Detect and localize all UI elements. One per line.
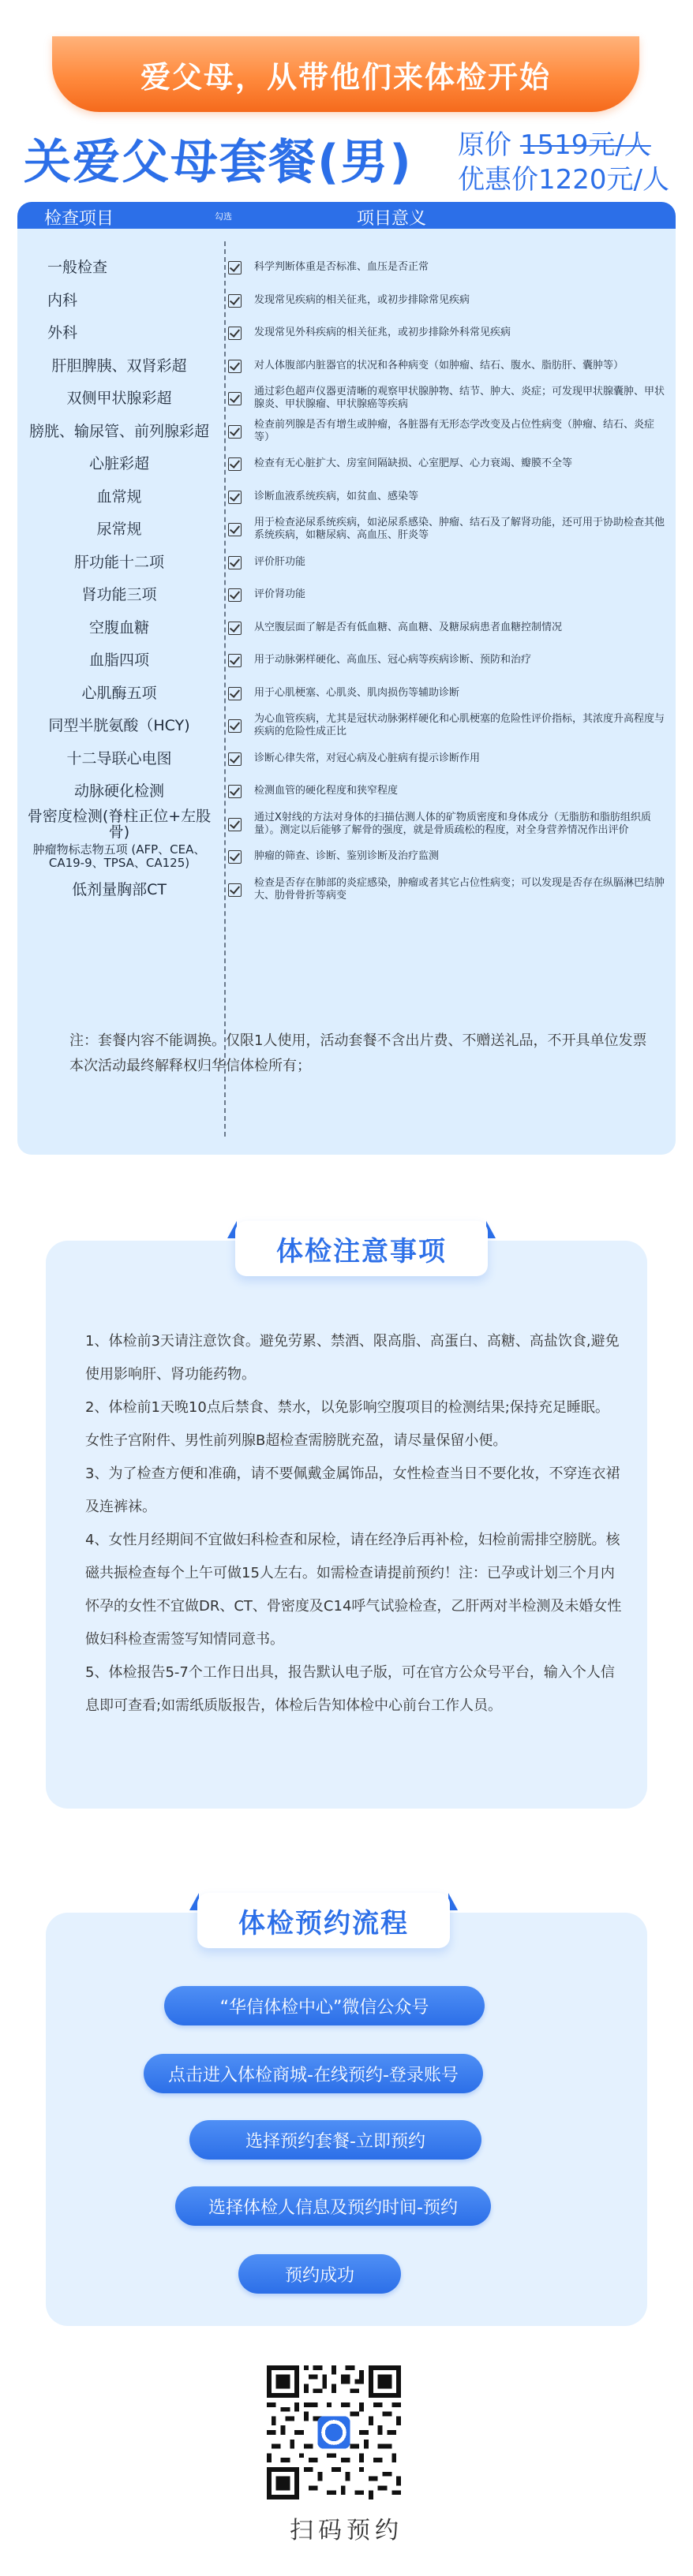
- row-item-meaning: 发现常见疾病的相关征兆，或初步排除常见疾病: [254, 293, 470, 306]
- row-item-name: 肿瘤物标志物五项 (AFP、CEA、CA19-9、TPSA、CA125): [32, 842, 206, 870]
- row-checkbox-icon[interactable]: [228, 523, 242, 536]
- original-price-value: 1519元/人: [519, 129, 651, 161]
- row-item-name: 尿常规: [96, 521, 142, 538]
- original-price-label: 原价: [458, 129, 511, 161]
- row-checkbox-icon[interactable]: [228, 360, 242, 373]
- header-item: 检查项目: [44, 209, 114, 229]
- notice-item: 1、体检前3天请注意饮食。避免劳累、禁酒、限高脂、高蛋白、高糖、高盐饮食,避免使用影响肝、肾功能药物。: [85, 1333, 620, 1383]
- price-box: [458, 128, 687, 197]
- table-header: [17, 202, 676, 229]
- row-checkbox-icon[interactable]: [228, 294, 242, 308]
- discount-price-line: [458, 162, 687, 197]
- row-item-name: 膀胱、输尿管、前列腺彩超: [28, 422, 209, 440]
- row-item-name: 血常规: [96, 487, 142, 506]
- row-checkbox-icon[interactable]: [228, 818, 242, 831]
- row-checkbox-icon[interactable]: [228, 850, 242, 864]
- notice-title: 体检注意事项: [235, 1221, 488, 1276]
- table-row: [17, 873, 676, 906]
- row-item-meaning: 对人体腹部内脏器官的状况和各种病变（如肿瘤、结石、腹水、脂肪肝、囊肿等）: [254, 359, 624, 371]
- row-item-meaning: 用于动脉粥样硬化、高血压、冠心病等疾病诊断、预防和治疗: [254, 654, 532, 666]
- row-item-name: 外科: [47, 324, 78, 342]
- table-row: [17, 316, 676, 349]
- table-row: [17, 415, 676, 448]
- row-item-name: 肝胆脾胰、双肾彩超: [51, 357, 187, 375]
- row-item-name: 一般检查: [47, 259, 108, 276]
- row-item-meaning: 为心血管疾病，尤其是冠状动脉粥样硬化和心肌梗塞的危险性评价指标，其浓度升高程度与疾病的危险性成正比: [254, 713, 665, 737]
- table-row: [17, 251, 676, 284]
- row-item-meaning: 检查是否存在肺部的炎症感染，肿瘤或者其它占位性病变；可以发现是否存在纵膈淋巴结肿大、肋骨骨折等病变: [254, 876, 665, 902]
- row-item-meaning: 检查有无心脏扩大、房室间隔缺损、心室肥厚、心力衰竭、瓣膜不全等: [254, 457, 573, 469]
- row-checkbox-icon[interactable]: [228, 556, 242, 569]
- table-row: [17, 677, 676, 710]
- flow-step-select-person[interactable]: 选择体检人信息及预约时间-预约: [175, 2186, 491, 2226]
- table-row: [17, 709, 676, 742]
- row-item-meaning: 用于检查泌尿系统疾病，如泌尿系感染、肿瘤、结石及了解肾功能，还可用于协助检查其他系统疾病，如糖尿病、高血压、肝炎等: [254, 517, 665, 541]
- row-item-name: 肝功能十二项: [73, 553, 164, 571]
- notice-item: 4、女性月经期间不宜做妇科检查和尿检，请在经净后再补检，妇检前需排空膀胱。核磁共振检查每个上午可做15人左右。如需检查请提前预约！注：已孕或计划三个月内怀孕的女性不宜做DR、CT、骨密度及C14呼气试验检查，乙肝两对半检测及未婚女性做妇科检查需签写知情同意书。: [85, 1532, 622, 1648]
- row-checkbox-icon[interactable]: [228, 752, 242, 766]
- row-item-meaning: 通过X射线的方法对身体的扫描估测人体的矿物质密度和身体成分（无脂肪和脂肪组织质量）。测定以后能够了解骨的强度，就是骨质疏松的程度，对全身营养情况作出评价: [254, 811, 651, 836]
- qr-caption: 扫码预约: [290, 2517, 403, 2544]
- original-price-line: [458, 128, 687, 162]
- header-check: 勾选: [215, 211, 232, 222]
- table-row: [17, 447, 676, 480]
- package-items-table: [17, 202, 676, 1155]
- table-row: [17, 382, 676, 415]
- notice-item: 5、体检报告5-7个工作日出具，报告默认电子版，可在官方公众号平台，输入个人信息即可查看;如需纸质版报告，体检后告知体检中心前台工作人员。: [85, 1664, 615, 1714]
- row-item-meaning: 评价肝功能: [254, 555, 306, 568]
- row-item-name: 内科: [47, 291, 78, 309]
- table-row: [17, 349, 676, 383]
- row-item-name: 低剂量胸部CT: [72, 880, 167, 898]
- flow-title-wrap: [189, 1893, 458, 1956]
- row-item-meaning: 发现常见外科疾病的相关征兆，或初步排除外科常见疾病: [254, 327, 511, 338]
- row-item-name: 肾功能三项: [81, 586, 157, 603]
- banner-text: 爱父母，从带他们来体检开始: [140, 59, 551, 95]
- row-checkbox-icon[interactable]: [228, 785, 242, 798]
- row-item-meaning: 从空腹层面了解是否有低血糖、高血糖、及糖尿病患者血糖控制情况: [254, 621, 563, 633]
- table-row: [17, 480, 676, 513]
- row-item-meaning: 肿瘤的筛查、诊断、鉴别诊断及治疗监测: [254, 850, 440, 862]
- table-row: [17, 775, 676, 808]
- row-item-name: 同型半胱氨酸（HCY): [48, 717, 190, 734]
- row-checkbox-icon[interactable]: [228, 491, 242, 504]
- row-checkbox-icon[interactable]: [228, 622, 242, 635]
- discount-price-value: 1220元/人: [538, 164, 669, 196]
- table-row: [17, 284, 676, 317]
- row-checkbox-icon[interactable]: [228, 719, 242, 733]
- row-item-meaning: 诊断心律失常，对冠心病及心脏病有提示诊断作用: [254, 752, 481, 764]
- row-item-meaning: 诊断血液系统疾病，如贫血、感染等: [254, 490, 419, 502]
- row-checkbox-icon[interactable]: [228, 654, 242, 667]
- row-checkbox-icon[interactable]: [228, 687, 242, 700]
- table-row: [17, 578, 676, 611]
- row-item-meaning: 通过彩色超声仪器更清晰的观察甲状腺肿物、结节、肿大、炎症；可发现甲状腺囊肿、甲状腺炎、甲状腺瘤、甲状腺癌等疾病: [254, 386, 665, 410]
- row-item-meaning: 检查前列腺是否有增生或肿瘤，各脏器有无形态学改变及占位性病变（肿瘤、结石、炎症等）: [254, 418, 655, 443]
- table-row: [17, 742, 676, 775]
- row-item-meaning: 检测血管的硬化程度和狭窄程度: [254, 785, 399, 797]
- row-item-name: 心肌酶五项: [81, 684, 157, 702]
- notice-title-wrap: [227, 1221, 496, 1284]
- row-item-name: 骨密度检测(脊柱正位+左股骨): [27, 807, 212, 841]
- row-item-name: 双侧甲状腺彩超: [66, 390, 172, 407]
- flow-step-success[interactable]: 预约成功: [238, 2254, 401, 2294]
- row-checkbox-icon[interactable]: [228, 457, 242, 471]
- notice-item: 3、为了检查方便和准确，请不要佩戴金属饰品，女性检查当日不要化妆，不穿连衣裙及连裤袜。: [85, 1465, 620, 1515]
- flow-step-wechat[interactable]: “华信体检中心”微信公众号: [164, 1986, 485, 2025]
- qr-code[interactable]: [267, 2365, 401, 2499]
- row-item-name: 血脂四项: [88, 651, 149, 669]
- row-item-name: 心脏彩超: [88, 455, 149, 472]
- row-item-name: 空腹血糖: [88, 618, 149, 637]
- table-row: [17, 840, 676, 873]
- row-item-name: 十二导联心电图: [66, 749, 172, 767]
- table-row: [17, 644, 676, 677]
- table-note: 注：套餐内容不能调换。仅限1人使用，活动套餐不含出片费、不赠送礼品，不开具单位发票本次活动最终解释权归华信体检所有；: [69, 1032, 647, 1074]
- row-checkbox-icon[interactable]: [228, 392, 242, 405]
- table-row: [17, 546, 676, 579]
- row-item-meaning: 科学判断体重是否标准、血压是否正常: [254, 261, 429, 273]
- flow-step-select-package[interactable]: 选择预约套餐-立即预约: [189, 2120, 481, 2160]
- package-title: 关爱父母套餐(男): [24, 135, 413, 190]
- flow-title: 体检预约流程: [197, 1893, 450, 1948]
- flow-step-mall[interactable]: 点击进入体检商城-在线预约-登录账号: [144, 2054, 483, 2093]
- row-checkbox-icon[interactable]: [228, 588, 242, 602]
- notice-item: 2、体检前1天晚10点后禁食、禁水，以免影响空腹项目的检测结果;保持充足睡眠。女性子宫附件、男性前列腺B超检查需膀胱充盈，请尽量保留小便。: [85, 1399, 609, 1449]
- row-checkbox-icon[interactable]: [228, 327, 242, 340]
- table-row: [17, 513, 676, 546]
- notice-list: [85, 1325, 622, 1723]
- top-banner: [52, 36, 639, 112]
- discount-price-label: 优惠价: [458, 164, 538, 196]
- row-checkbox-icon[interactable]: [228, 883, 242, 897]
- table-row: [17, 808, 676, 841]
- row-checkbox-icon[interactable]: [228, 425, 242, 439]
- row-item-name: 动脉硬化检测: [73, 782, 164, 800]
- row-checkbox-icon[interactable]: [228, 261, 242, 274]
- table-row: [17, 611, 676, 644]
- row-item-meaning: 用于心肌梗塞、心肌炎、肌肉损伤等辅助诊断: [254, 686, 460, 699]
- header-meaning: 项目意义: [357, 209, 427, 229]
- row-item-meaning: 评价肾功能: [254, 588, 306, 600]
